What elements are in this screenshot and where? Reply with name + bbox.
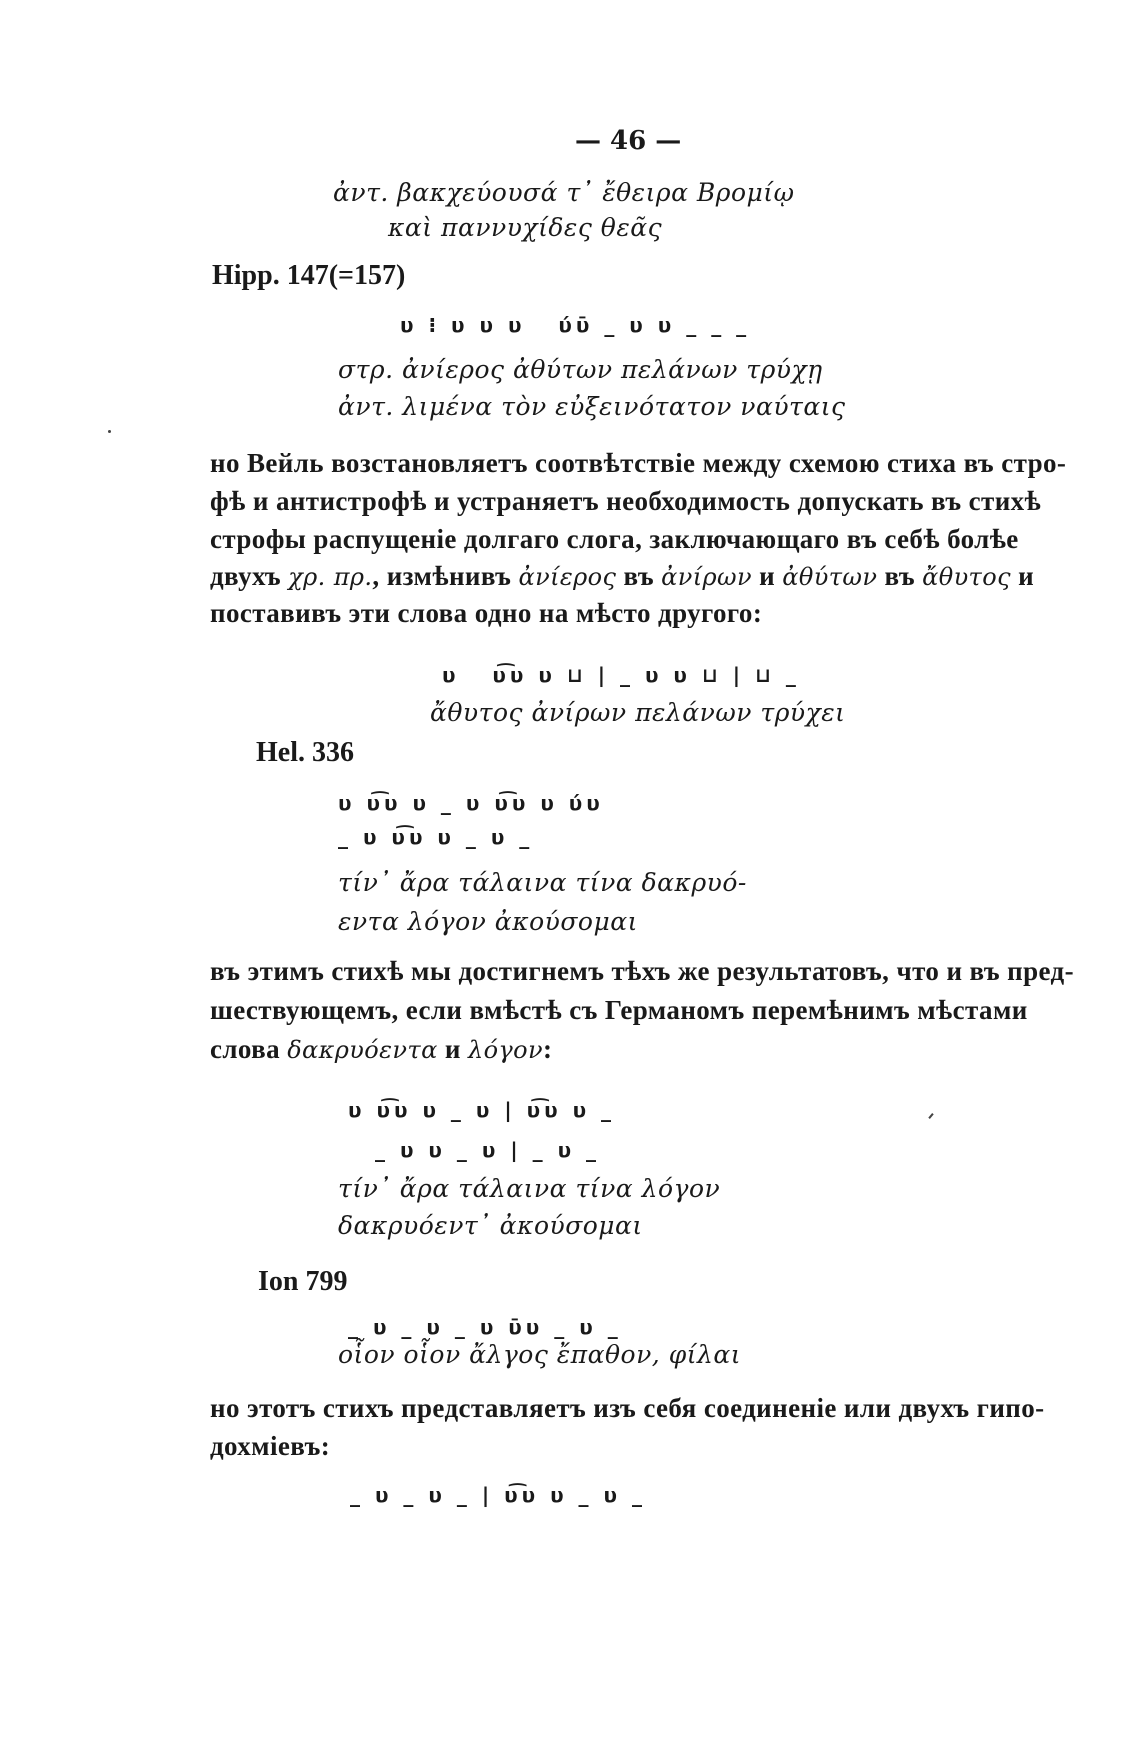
text-span: и: [437, 1034, 468, 1064]
stray-mark: [928, 1113, 933, 1119]
stray-mark: [108, 430, 111, 433]
paragraph-2-line-2: шествующемъ, если вмѣстѣ съ Германомъ перемѣнимъ мѣстами: [210, 995, 1028, 1025]
text-span: и: [752, 561, 783, 591]
greek-word: δακρυόεντα: [287, 1036, 438, 1064]
metrical-scheme-ion: _ υ _ υ _ υ ῡυ _ υ _: [348, 1315, 622, 1339]
text-span: въ: [616, 561, 662, 591]
greek-verse-ion: οἷον οἷον ἄλγος ἔπαθον, φίλαι: [338, 1340, 742, 1369]
metrical-scheme-1: υ υ͡υ υ ⊔ | _ υ υ ⊔ | ⊔ _: [442, 663, 800, 687]
paragraph-1-line-2: фѣ и антистрофѣ и устраняетъ необходимость допускать въ стихѣ: [210, 486, 1042, 516]
metrical-scheme-hel-2: _ υ υ͡υ υ _ υ _: [338, 825, 534, 849]
greek-word: λόγον: [467, 1036, 544, 1064]
paragraph-2-line-3: [210, 1036, 552, 1063]
greek-abbrev: χρ. πρ.: [288, 563, 373, 591]
reference-ion: Ion 799: [258, 1266, 348, 1297]
text-span: двухъ: [210, 561, 289, 591]
text-span: въ: [877, 561, 923, 591]
page-number: — 46 —: [575, 126, 682, 156]
text-span: , измѣнивъ: [372, 561, 519, 591]
reference-hel: Hel. 336: [256, 737, 354, 768]
paragraph-3-line-2: дохміевъ:: [210, 1431, 331, 1461]
greek-verse-hel-2: εντα λόγον ἀκούσομαι: [338, 907, 638, 936]
greek-verse-hel-1: τίν᾽ ἄρα τάλαινα τίνα δακρυό-: [338, 868, 747, 897]
greek-word: ἀνίρων: [661, 563, 752, 591]
antistrophe-line-hipp: ἀντ. λιμένα τὸν εὐξεινότατον ναύταις: [338, 392, 846, 421]
metrical-scheme-2-line-2: _ υ υ _ υ | _ υ _: [375, 1138, 601, 1162]
metrical-scheme-hipp: υ ⁝ υ υ υ ύῡ _ υ υ _ _ _: [400, 313, 751, 337]
greek-word: ἄθυτος: [922, 563, 1011, 591]
greek-verse-scheme-1: ἄθυτος ἀνίρων πελάνων τρύχει: [430, 698, 846, 727]
paragraph-1-line-5: поставивъ эти слова одно на мѣсто другого:: [210, 598, 763, 628]
antistrophe-line-1: ἀντ. βακχεύουσά τ᾽ ἔθειρα Βρομίῳ: [333, 178, 795, 207]
metrical-scheme-hel-1: υ υ͡υ υ _ υ υ͡υ υ ύυ: [338, 791, 604, 815]
paragraph-1-line-4: [210, 563, 1034, 590]
paragraph-1-line-3: строфы распущеніе долгаго слога, заключающаго въ себѣ болѣе: [210, 524, 1019, 554]
reference-hipp: Hipp. 147(=157): [212, 260, 406, 291]
greek-verse-scheme-2-1: τίν᾽ ἄρα τάλαινα τίνα λόγον: [338, 1174, 721, 1203]
text-span: :: [543, 1034, 553, 1064]
metrical-scheme-3: _ υ _ υ _ | υ͡υ υ _ υ _: [350, 1483, 646, 1507]
greek-verse-scheme-2-2: δακρυόεντ᾽ ἀκούσομαι: [338, 1211, 643, 1240]
greek-word: ἀνίερος: [518, 563, 617, 591]
text-span: и: [1010, 561, 1035, 591]
paragraph-2-line-1: въ этимъ стихѣ мы достигнемъ тѣхъ же результатовъ, что и въ пред-: [210, 956, 1075, 986]
paragraph-1-line-1: но Вейль возстановляетъ соотвѣтствіе между схемою стиха въ стро-: [210, 448, 1067, 478]
text-span: слова: [210, 1034, 288, 1064]
antistrophe-line-2: καὶ παννυχίδες θεᾶς: [388, 213, 663, 242]
metrical-scheme-2-line-1: υ υ͡υ υ _ υ | υ͡υ υ _: [348, 1098, 616, 1122]
paragraph-3-line-1: но этотъ стихъ представляетъ изъ себя соединеніе или двухъ гипо-: [210, 1393, 1045, 1423]
strophe-line-hipp: στρ. ἀνίερος ἀθύτων πελάνων τρύχῃ: [338, 355, 823, 384]
greek-word: ἀθύτων: [782, 563, 878, 591]
